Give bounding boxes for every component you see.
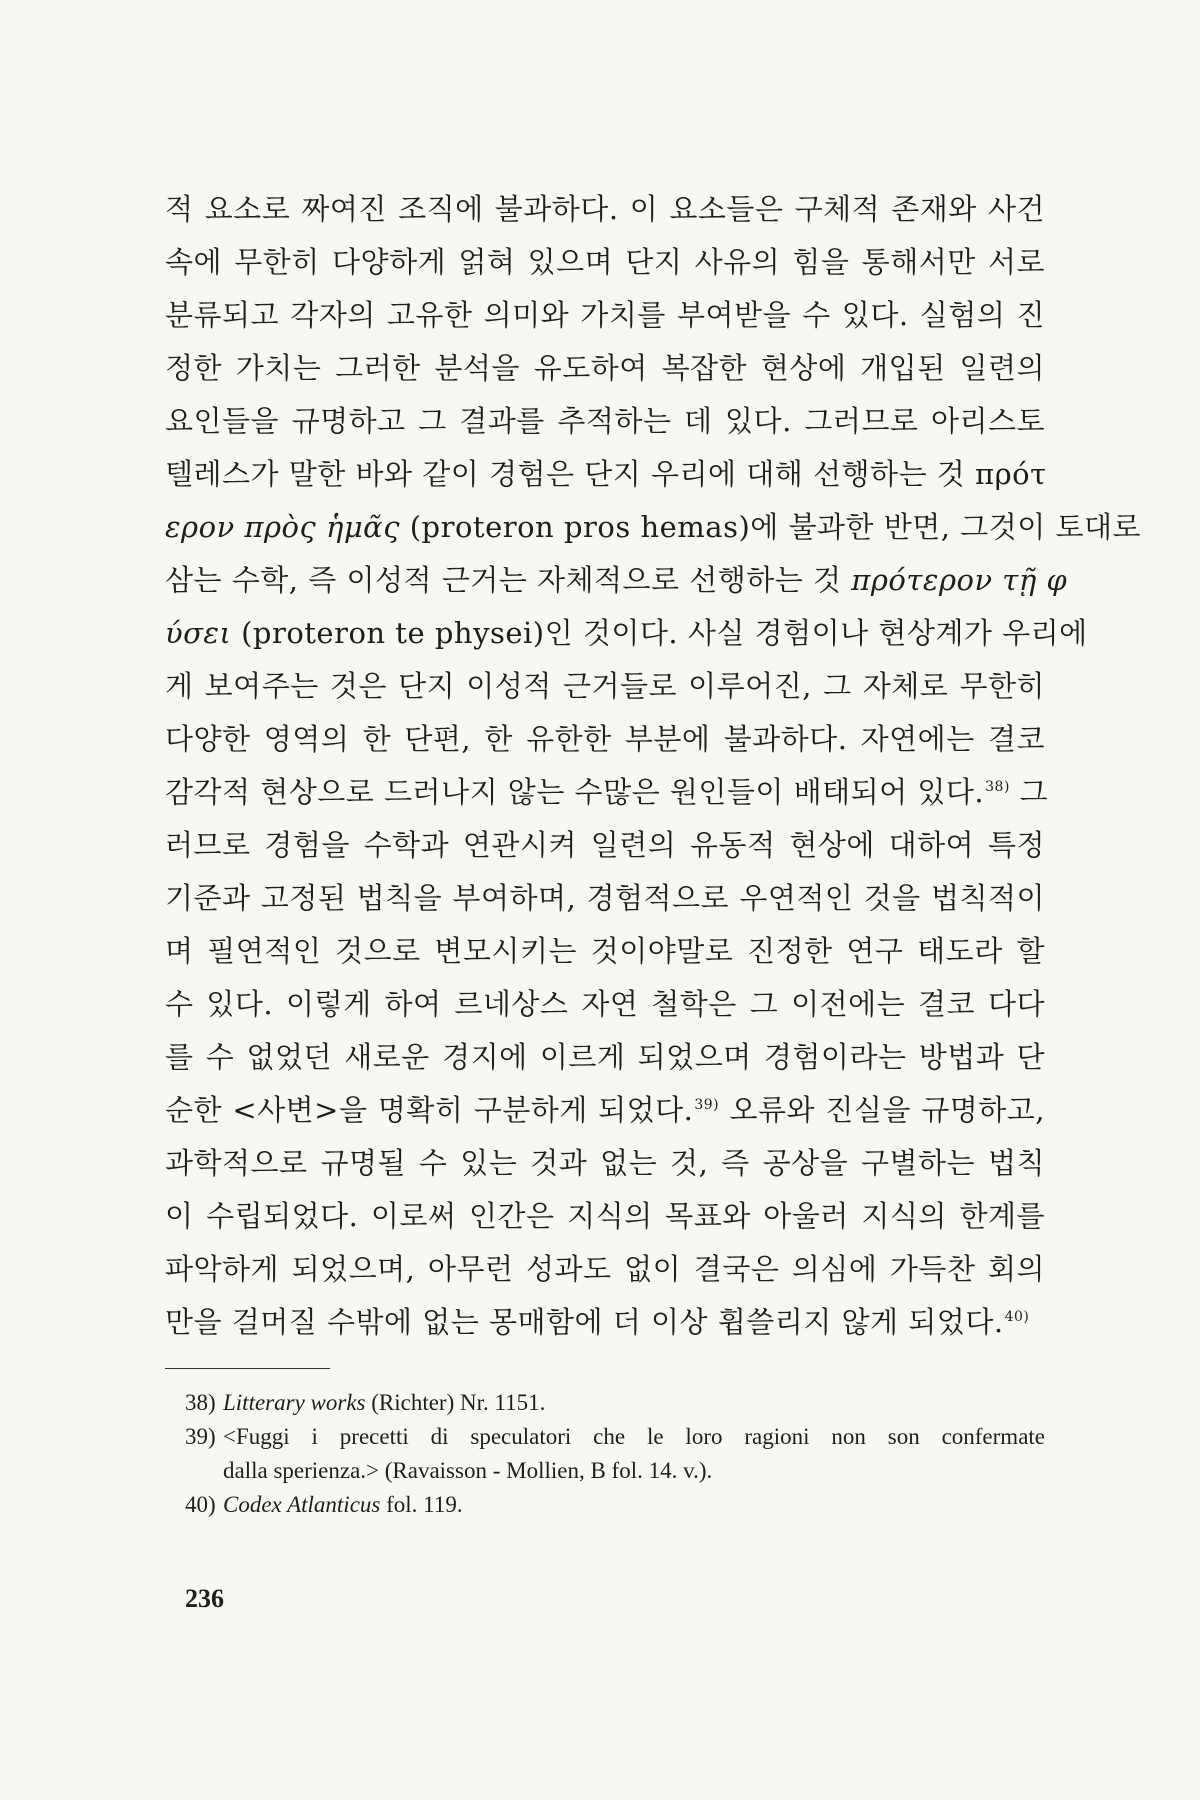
body-line-15: 며 필연적인 것으로 변모시키는 것이야말로 진정한 연구 태도라 할 xyxy=(165,934,1045,968)
body-line-8 xyxy=(165,556,1068,604)
footnote-number: 39) xyxy=(185,1424,216,1449)
body-text: 감각적 현상으로 드러나지 않는 수많은 원인들이 배태되어 있다. xyxy=(165,775,985,809)
greek-phrase: πρότερον τῇ φ xyxy=(851,563,1068,597)
greek-phrase: ύσει xyxy=(165,616,232,650)
body-line-14: 기준과 고정된 법칙을 부여하며, 경험적으로 우연적인 것을 법칙적이 xyxy=(165,881,1045,915)
body-line-12 xyxy=(165,768,1049,816)
body-line-13: 러므로 경험을 수학과 연관시켜 일련의 유동적 현상에 대하여 특정 xyxy=(165,828,1045,862)
body-line-7 xyxy=(165,503,1142,551)
footnote-ref-40[interactable]: 40) xyxy=(1004,1309,1030,1326)
body-text: 만을 걸머질 수밖에 없는 몽매함에 더 이상 휩쓸리지 않게 되었다. xyxy=(165,1305,1004,1339)
body-line-19: 과학적으로 규명될 수 있는 것과 없는 것, 즉 공상을 구별하는 법칙 xyxy=(165,1146,1045,1180)
footnote-38 xyxy=(185,1388,1045,1418)
body-line-20: 이 수립되었다. 이로써 인간은 지식의 목표와 아울러 지식의 한계를 xyxy=(165,1199,1045,1233)
footnote-ref-39[interactable]: 39) xyxy=(694,1097,720,1114)
body-text: 오류와 진실을 규명하고, xyxy=(719,1093,1045,1127)
body-line-18 xyxy=(165,1086,1045,1134)
body-text: 순한 <사변>을 명확히 구분하게 되었다. xyxy=(165,1093,694,1127)
footnote-39-continuation: dalla sperienza.> (Ravaisson - Mollien, B fol. 14. v.). xyxy=(223,1458,713,1483)
body-text: (proteron pros hemas)에 불과한 반면, 그것이 토대로 xyxy=(400,510,1142,544)
footnote-39 xyxy=(185,1422,1045,1452)
work-title: Codex Atlanticus xyxy=(223,1492,381,1517)
footnote-text: fol. 119. xyxy=(380,1492,463,1517)
body-line-6: 텔레스가 말한 바와 같이 경험은 단지 우리에 대해 선행하는 것 πρότ xyxy=(165,457,1047,491)
body-line-17: 를 수 없었던 새로운 경지에 이르게 되었으며 경험이라는 방법과 단 xyxy=(165,1040,1045,1074)
body-line-5: 요인들을 규명하고 그 결과를 추적하는 데 있다. 그러므로 아리스토 xyxy=(165,404,1045,438)
footnote-text: <Fuggi i precetti di speculatori che le loro ragioni non son confermate xyxy=(223,1424,1045,1449)
work-title: Litterary works xyxy=(223,1390,366,1415)
footnote-ref-38[interactable]: 38) xyxy=(985,779,1010,796)
body-line-4: 정한 가치는 그러한 분석을 유도하여 복잡한 현상에 개입된 일련의 xyxy=(165,351,1045,385)
body-text: 그 xyxy=(1009,775,1049,809)
body-text: 삼는 수학, 즉 이성적 근거는 자체적으로 선행하는 것 xyxy=(165,563,852,597)
body-line-3: 분류되고 각자의 고유한 의미와 가치를 부여받을 수 있다. 실험의 진 xyxy=(165,298,1045,332)
body-line-22 xyxy=(165,1298,1045,1346)
page-number: 236 xyxy=(185,1584,224,1613)
footnote-40 xyxy=(185,1490,1045,1520)
body-line-9 xyxy=(165,609,1088,657)
body-line-2: 속에 무한히 다양하게 얽혀 있으며 단지 사유의 힘을 통해서만 서로 xyxy=(165,245,1045,279)
body-line-16: 수 있다. 이렇게 하여 르네상스 자연 철학은 그 이전에는 결코 다다 xyxy=(165,987,1045,1021)
footnote-divider xyxy=(165,1368,330,1369)
footnote-text: (Richter) Nr. 1151. xyxy=(365,1390,546,1415)
footnote-number: 40) xyxy=(185,1492,216,1517)
body-line-1: 적 요소로 짜여진 조직에 불과하다. 이 요소들은 구체적 존재와 사건 xyxy=(165,192,1045,226)
body-text: (proteron te physei)인 것이다. 사실 경험이나 현상계가 우리에 xyxy=(231,616,1088,650)
body-line-21: 파악하게 되었으며, 아무런 성과도 없이 결국은 의심에 가득찬 회의 xyxy=(165,1252,1045,1286)
body-line-10: 게 보여주는 것은 단지 이성적 근거들로 이루어진, 그 자체로 무한히 xyxy=(165,669,1045,703)
greek-phrase: ερον πρὸς ἡμᾶς xyxy=(165,510,400,544)
footnote-number: 38) xyxy=(185,1390,216,1415)
body-line-11: 다양한 영역의 한 단편, 한 유한한 부분에 불과하다. 자연에는 결코 xyxy=(165,722,1045,756)
